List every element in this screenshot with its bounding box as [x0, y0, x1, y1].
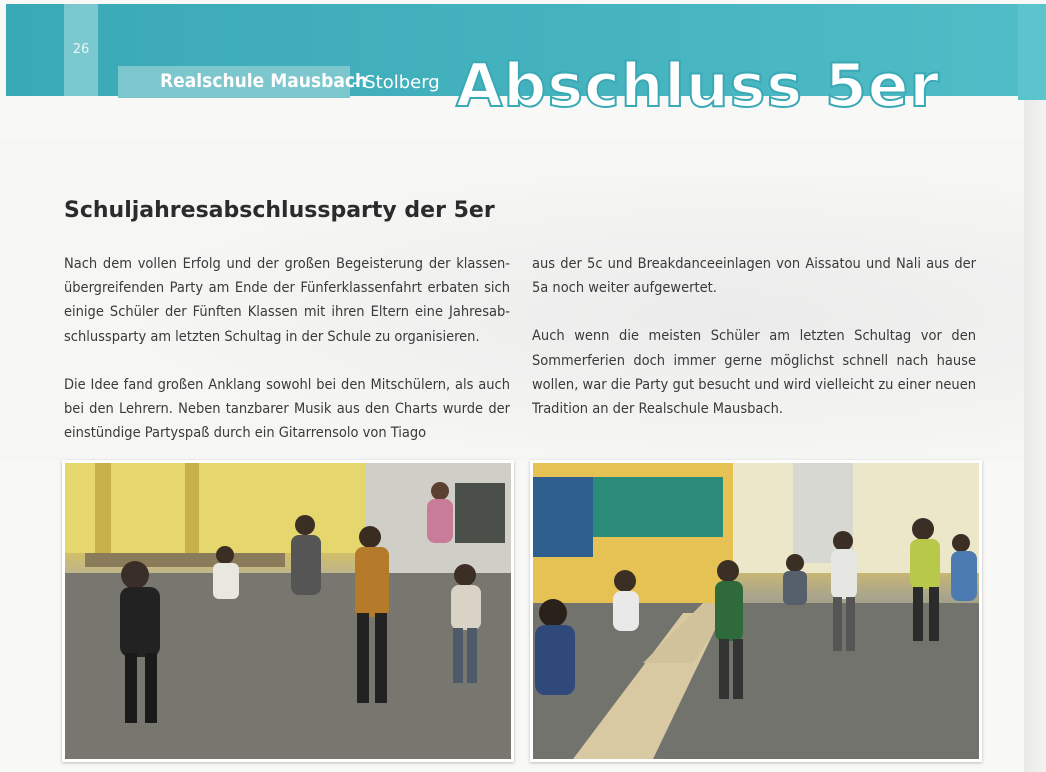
- party-photo-classroom: [62, 460, 514, 762]
- photo-scene: [65, 463, 511, 759]
- header-band-edge: [1018, 4, 1046, 100]
- paragraph: Nach dem vollen Erfolg und der großen Begeisterung der klassen-übergreifenden Party am Ende der Fünferklassenfahrt erbaten sich einige Schüler der Fünften Klassen mit ihren Eltern eine Jahresab-schlussparty am letzten Schultag in der Schule zu organisieren.: [64, 256, 510, 345]
- photo-scene: [533, 463, 979, 759]
- paragraph: aus der 5c und Breakdanceeinlagen von Aissatou und Nali aus der 5a noch weiter aufgewertet.: [532, 256, 976, 297]
- article-heading: Schuljahresabschlussparty der 5er: [64, 198, 495, 223]
- school-name: Realschule Mausbach: [160, 70, 368, 92]
- article-column-1: [64, 252, 510, 469]
- party-photo-tables: [530, 460, 982, 762]
- paragraph: Die Idee fand großen Anklang sowohl bei den Mitschülern, als auch bei den Lehrern. Neben tanzbarer Musik aus den Charts wurde der einstündige Partyspaß durch ein Gitarrensolo von Tiago: [64, 376, 510, 442]
- city-name: - Stolberg: [352, 72, 440, 93]
- page-title: Abschluss 5er: [456, 51, 941, 121]
- page-gutter: [1024, 100, 1046, 772]
- page-number: 26: [72, 42, 90, 57]
- paragraph: Auch wenn die meisten Schüler am letzten Schultag vor den Sommerferien doch immer gerne möglichst schnell nach hause wollen, war die Party gut besucht und wird vielleicht zu einer neuen Tradition an der Realschule Mausbach.: [532, 328, 976, 418]
- article-column-2: [532, 252, 976, 445]
